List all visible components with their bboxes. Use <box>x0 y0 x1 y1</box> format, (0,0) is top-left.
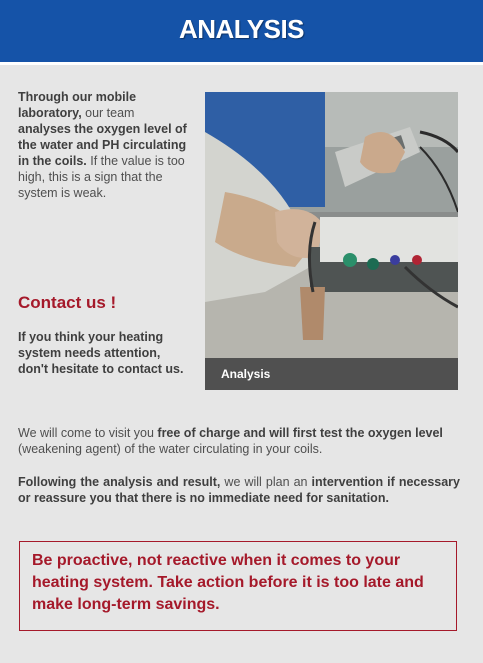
visit-bold-1: free of charge and will first test the oxygen level <box>157 426 443 440</box>
intro-text-2: If the value is too high, this is a sign that the system is weak. <box>18 154 185 200</box>
analysis-photo <box>205 92 458 390</box>
intro-text-1: our team <box>81 106 135 120</box>
photo-caption-bar <box>205 358 458 390</box>
contact-text: If you think your heating system needs attention, don't hesitate to contact us. <box>18 330 184 376</box>
visit-paragraph <box>18 425 460 457</box>
contact-heading: Contact us ! <box>18 293 117 312</box>
analysis-photo-illustration <box>205 92 458 390</box>
intro-bold-1: Through our mobile laboratory, <box>18 90 137 120</box>
page-title: ANALYSIS <box>178 14 305 44</box>
photo-caption: Analysis <box>221 367 271 381</box>
callout-text: Be proactive, not reactive when it comes to your heating system. Take action before it is too late and make long-term savings. <box>32 552 424 613</box>
header-banner <box>0 0 483 62</box>
visit-text-2: (weakening agent) of the water circulating in your coils. <box>18 442 323 456</box>
intro-paragraph <box>18 89 188 201</box>
header-divider <box>0 62 483 65</box>
result-paragraph <box>18 474 460 506</box>
visit-text-1: We will come to visit you <box>18 426 158 440</box>
result-bold-2: intervention if necessary or reassure you that there is no immediate need for sanitation. <box>18 475 460 505</box>
result-bold-1: Following the analysis and result, <box>18 475 221 489</box>
result-text-1: we will plan an <box>220 475 312 489</box>
intro-bold-2: analyses the oxygen level of the water and PH circulating in the coils. <box>18 122 187 168</box>
callout-box <box>19 541 457 631</box>
